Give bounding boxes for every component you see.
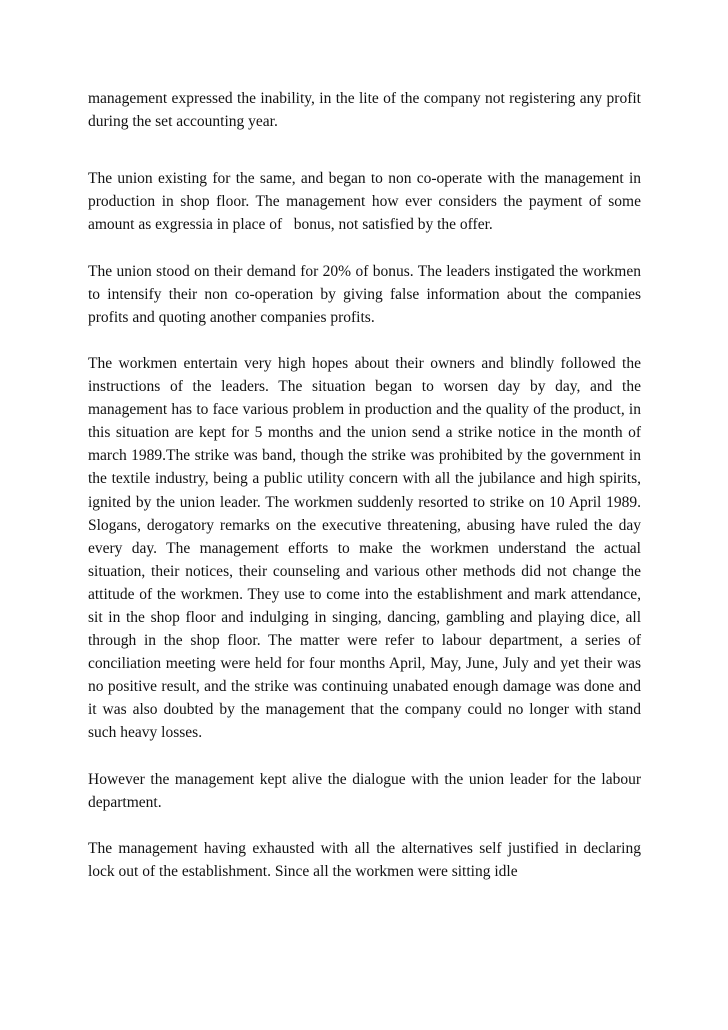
paragraph-management-inability: management expressed the inability, in the lite of the company not registering any profit during the set accounting year. [88, 90, 645, 131]
paragraph-strike-events: The workmen entertain very high hopes about their owners and blindly followed the instructions of the leaders. The situation began to worsen day by day, and the management has to face various problem in production and the quality of the product, in this situation are kept for 5 months and the union send a strike notice in the month of march 1989.The strike was band, though the strike was prohibited by the government in the textile industry, being a public utility concern with all the jubilance and high spirits, ignited by the union leader. The workmen suddenly resorted to strike on 10 April 1989. Slogans, derogatory remarks on the executive threatening, abusing have ruled the day every day. The management efforts to make the workmen understand the actual situation, their notices, their counseling and various other methods did not change the attitude of the workmen. They use to come into the establishment and mark attendance, sit in the shop floor and indulging in singing, dancing, gambling and playing dice, all through in the shop floor. The matter were refer to labour department, a series of conciliation meeting were held for four months April, May, June, July and yet their was no positive result, and the strike was continuing unabated enough damage was done and it was also doubted by the management that the company could no longer with stand such heavy losses. [88, 354, 645, 742]
paragraph-bonus-demand: The union stood on their demand for 20% of bonus. The leaders instigated the workmen to intensify their non co-operation by giving false information about the companies profits and quoting another companies profits. [88, 262, 645, 326]
paragraph-union-non-cooperation: The union existing for the same, and began to non co-operate with the management in production in shop floor. The management how ever considers the payment of some amount as exgressia in place of bonus, not satisfied by the offer. [88, 170, 645, 234]
paragraph-lock-out: The management having exhausted with all the alternatives self justified in declaring lock out of the establishment. Since all the workmen were sitting idle [88, 839, 645, 880]
body-text [88, 87, 645, 906]
paragraph-dialogue: However the management kept alive the dialogue with the union leader for the labour department. [88, 770, 645, 811]
